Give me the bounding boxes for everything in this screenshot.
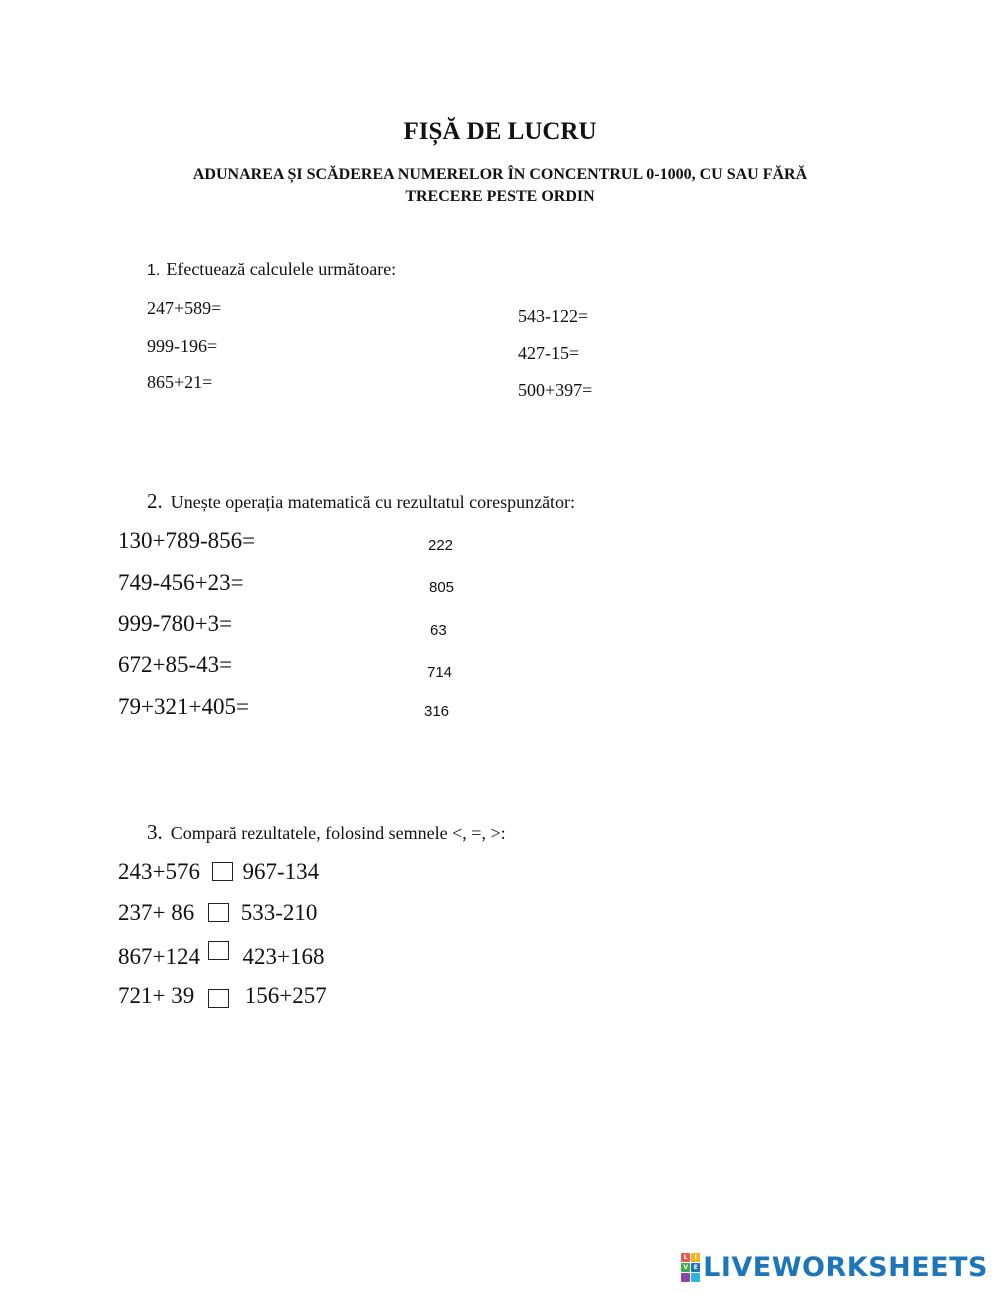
calc-right-3: 500+397= [518, 380, 593, 400]
compare-row-1 [118, 859, 319, 885]
exercise-1-instruction [147, 259, 396, 280]
operation-4[interactable]: 672+85-43= [118, 652, 233, 677]
compare-left-4: 721+ 39 [118, 983, 195, 1008]
operation-3[interactable]: 999-780+3= [118, 611, 233, 636]
exercise-2-text: Unește operația matematică cu rezultatul corespunzător: [170, 492, 576, 512]
logo-tile: E [691, 1263, 700, 1272]
page-subtitle [100, 164, 900, 208]
exercise-2-instruction [147, 489, 575, 514]
subtitle-line-2: TRECERE PESTE ORDIN [405, 188, 595, 205]
result-2[interactable]: 805 [429, 579, 455, 596]
compare-row-2 [118, 900, 317, 926]
compare-box-1[interactable] [212, 862, 233, 881]
result-3[interactable]: 63 [430, 622, 447, 639]
logo-tile: V [681, 1263, 690, 1272]
logo-tile: L [681, 1253, 690, 1262]
compare-box-2[interactable] [208, 903, 229, 922]
logo-tile: I [691, 1253, 700, 1262]
calc-right-1: 543-122= [518, 306, 589, 326]
exercise-2-number: 2. [147, 489, 163, 513]
page-title: FIȘĂ DE LUCRU [403, 118, 597, 145]
compare-box-3[interactable] [208, 941, 229, 960]
calc-left-3: 865+21= [147, 372, 213, 392]
compare-row-4 [118, 983, 327, 1009]
exercise-3-text: Compară rezultatele, folosind semnele <, =, >: [170, 823, 506, 843]
calc-left-2: 999-196= [147, 336, 218, 356]
compare-right-3: 423+168 [242, 944, 325, 969]
calc-left-1: 247+589= [147, 298, 222, 318]
operation-1[interactable]: 130+789-856= [118, 528, 256, 553]
compare-box-4[interactable] [208, 989, 229, 1008]
compare-right-2: 533-210 [240, 900, 318, 925]
exercise-1-number: 1. [147, 262, 161, 279]
logo-text: LIVEWORKSHEETS [703, 1252, 988, 1283]
logo-tile [681, 1273, 690, 1282]
compare-right-1: 967-134 [242, 859, 320, 884]
compare-left-1: 243+576 [118, 859, 200, 884]
exercise-3-number: 3. [147, 820, 163, 844]
compare-left-3: 867+124 [118, 944, 200, 969]
result-5[interactable]: 316 [424, 703, 450, 720]
compare-left-2: 237+ 86 [118, 900, 195, 925]
logo-tiles-icon [681, 1253, 700, 1282]
liveworksheets-logo [681, 1252, 988, 1283]
result-1[interactable]: 222 [428, 537, 454, 554]
calc-right-2: 427-15= [518, 343, 580, 363]
operation-2[interactable]: 749-456+23= [118, 570, 244, 595]
compare-row-3 [118, 941, 324, 970]
compare-right-4: 156+257 [244, 983, 327, 1008]
exercise-3-instruction [147, 820, 506, 845]
logo-tile [691, 1273, 700, 1282]
result-4[interactable]: 714 [427, 664, 453, 681]
exercise-1-text: Efectuează calculele următoare: [166, 259, 397, 279]
subtitle-line-1: ADUNAREA ȘI SCĂDEREA NUMERELOR ÎN CONCENTRUL 0-1000, CU SAU FĂRĂ [192, 166, 808, 183]
operation-5[interactable]: 79+321+405= [118, 694, 249, 719]
